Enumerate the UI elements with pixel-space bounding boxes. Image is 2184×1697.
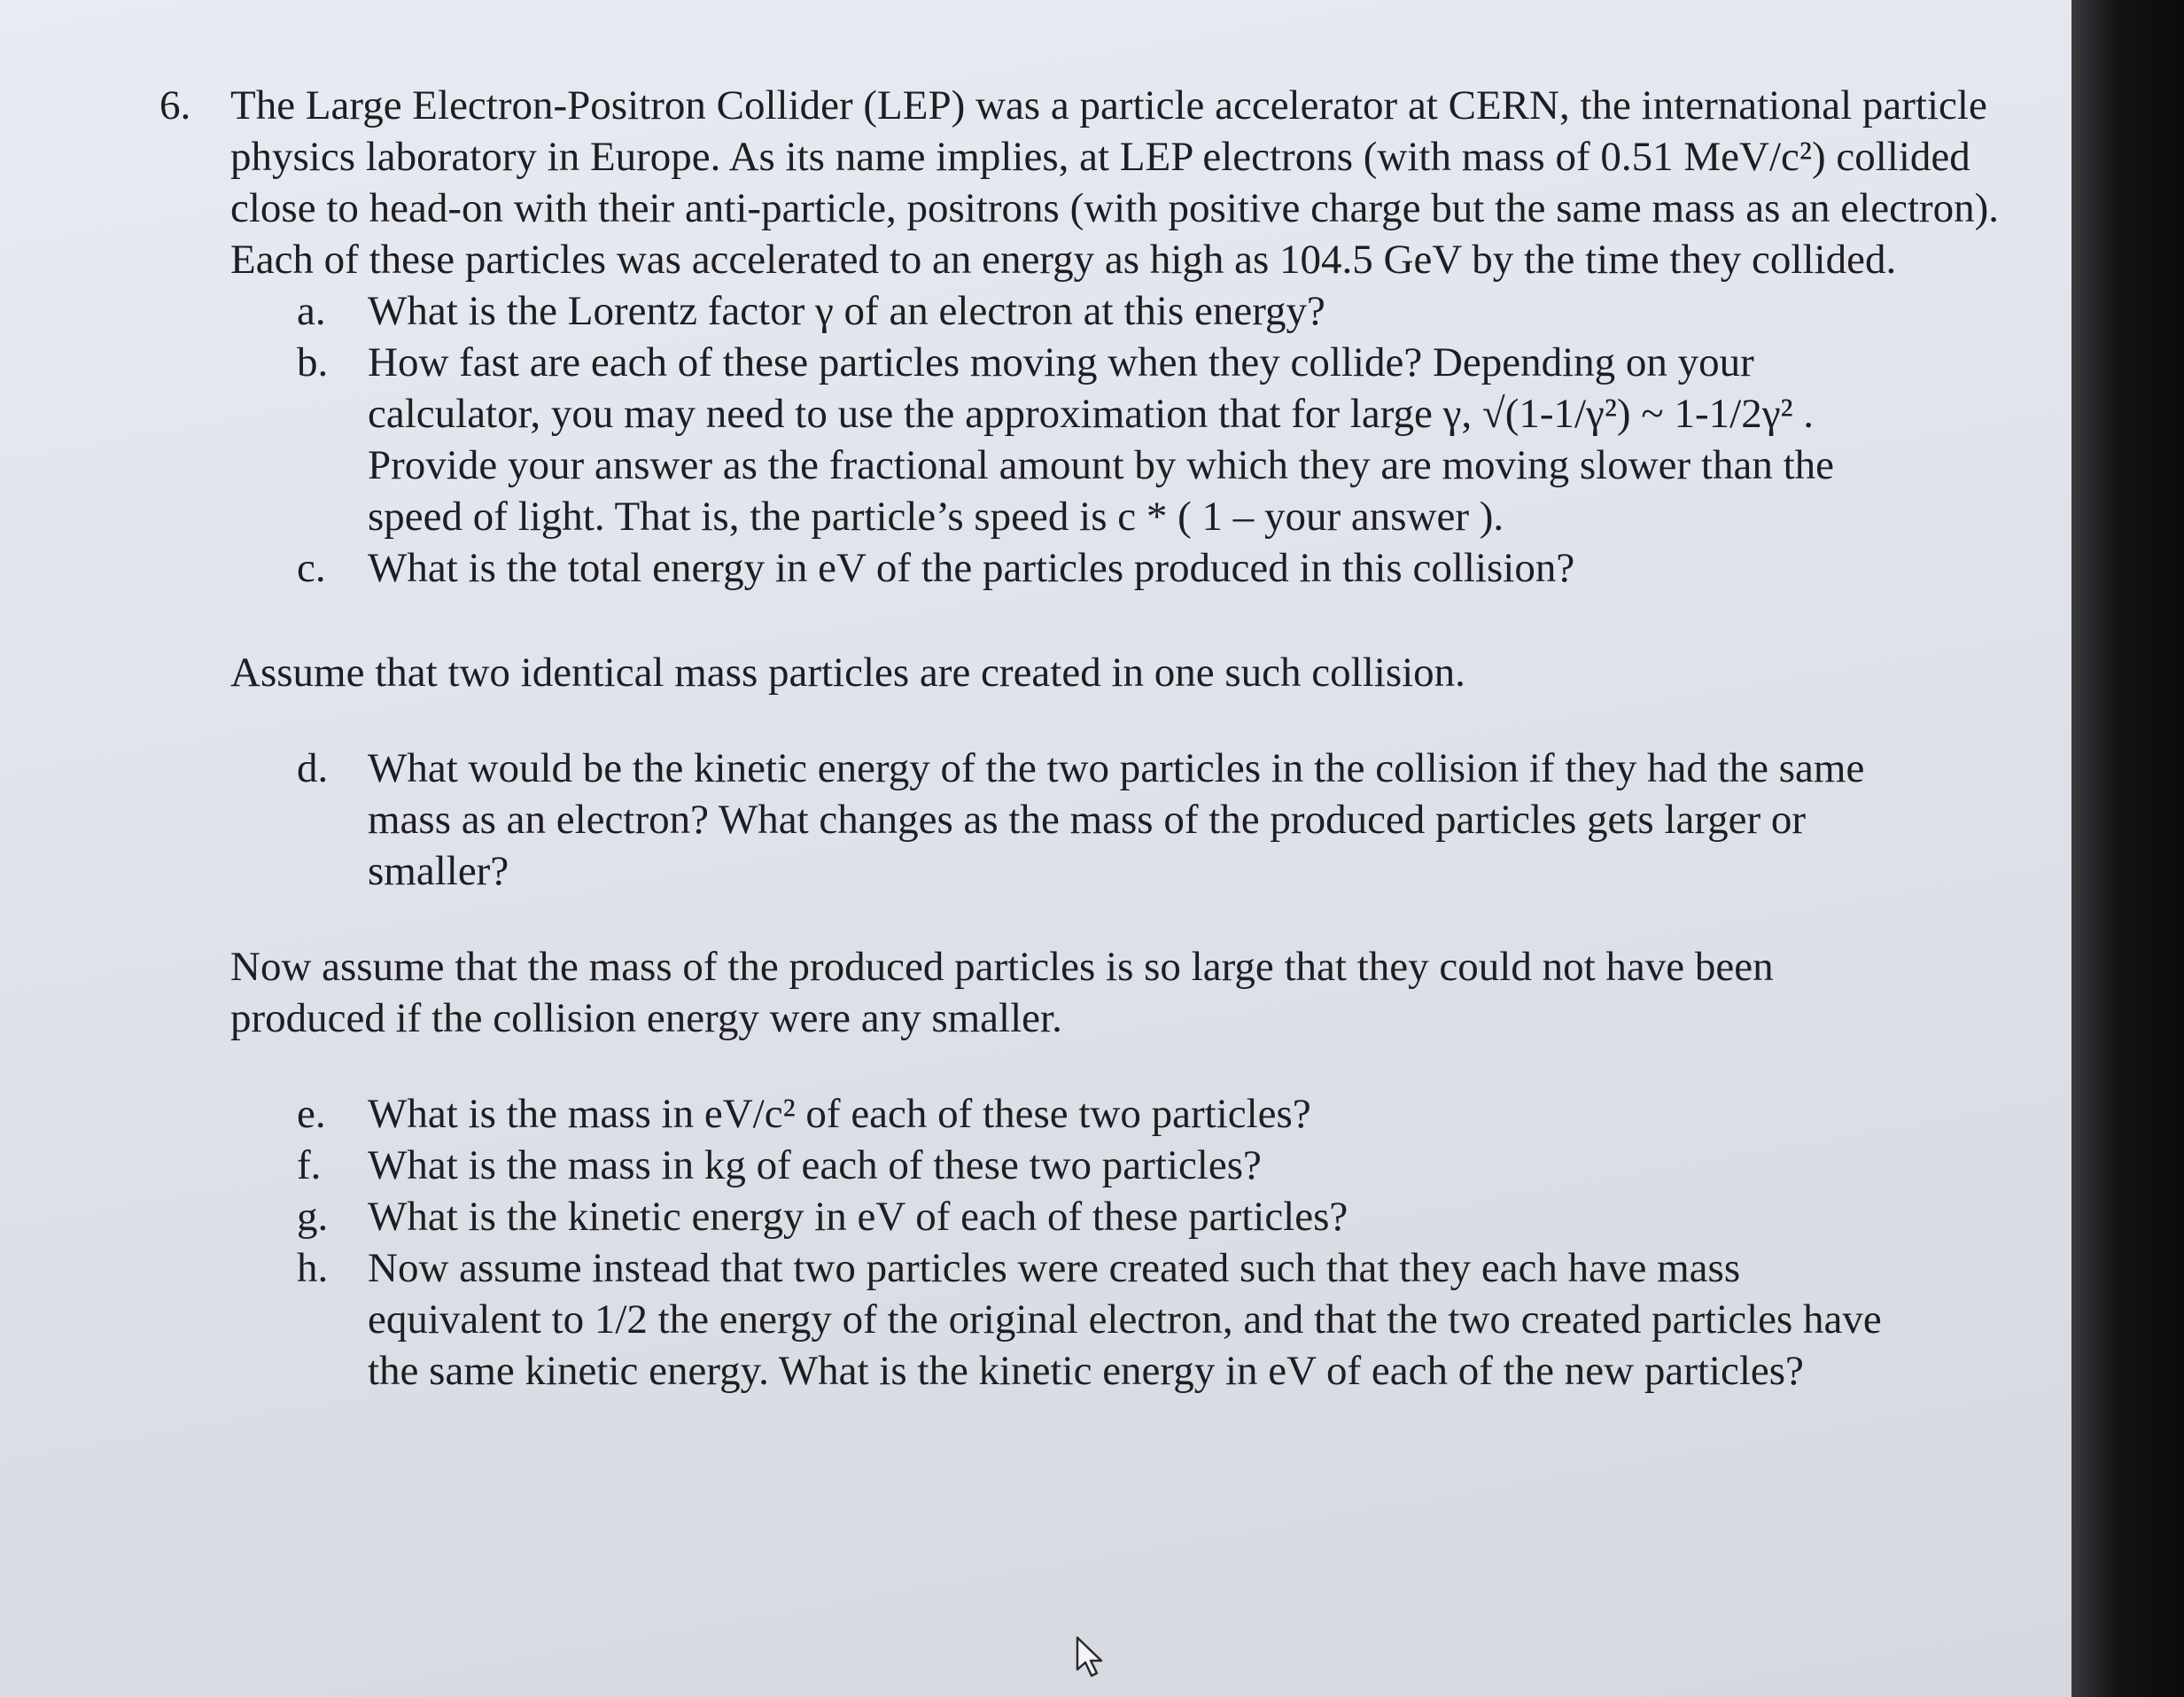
- part-text: How fast are each of these particles moving when they collide? Depending on your calculator, you may need to use the approximation that for large γ, √(1-1/γ²) ~ 1-1/2γ² . Provide your answer as the fractional amount by which they are moving slower than the speed of light. That is, the particle’s speed is c * ( 1 – your answer ).: [368, 339, 1834, 540]
- question-number: 6.: [159, 82, 191, 128]
- assumption-1: Assume that two identical mass particles are created in one such collision.: [230, 650, 1465, 696]
- assumption-2: Now assume that the mass of the produced particles is so large that they could not have been produced if the collision energy were any smaller.: [230, 944, 1774, 1041]
- part-g: [151, 1191, 2011, 1242]
- part-label: b.: [297, 339, 329, 385]
- part-list-2: [151, 743, 2011, 897]
- part-text: What is the mass in eV/c² of each of these two particles?: [368, 1091, 1311, 1137]
- question-intro: The Large Electron-Positron Collider (LEP) was a particle accelerator at CERN, the international particle physics laboratory in Europe. As its name implies, at LEP electrons (with mass of 0.51 MeV/c²) collided close to head-on with their anti-particle, positrons (with positive charge but the same mass as an electron). Each of these particles was accelerated to an energy as high as 104.5 GeV by the time they collided.: [230, 82, 2000, 283]
- mouse-pointer-icon: [1074, 1636, 1109, 1678]
- part-text: What is the total energy in eV of the particles produced in this collision?: [368, 545, 1575, 591]
- part-a: [151, 285, 2011, 337]
- part-c: [151, 542, 2011, 594]
- monitor-bezel: [2071, 0, 2184, 1697]
- part-label: a.: [297, 288, 326, 334]
- part-text: Now assume instead that two particles were created such that they each have mass equivalent to 1/2 the energy of the original electron, and that the two created particles have the same kinetic energy. What is the kinetic energy in eV of each of the new particles?: [368, 1245, 1882, 1394]
- part-text: What would be the kinetic energy of the two particles in the collision if they had the same mass as an electron? What changes as the mass of the produced particles gets larger or smaller?: [368, 745, 1865, 894]
- part-label: h.: [297, 1245, 329, 1291]
- part-label: g.: [297, 1194, 329, 1240]
- part-text: What is the mass in kg of each of these two particles?: [368, 1142, 1262, 1188]
- part-label: e.: [297, 1091, 326, 1137]
- part-text: What is the kinetic energy in eV of each of these particles?: [368, 1194, 1348, 1240]
- part-label: d.: [297, 745, 329, 791]
- part-label: f.: [297, 1142, 322, 1188]
- part-list-3: [151, 1088, 2011, 1397]
- part-e: [151, 1088, 2011, 1140]
- part-label: c.: [297, 545, 326, 591]
- question-6: [151, 80, 2011, 285]
- part-f: [151, 1140, 2011, 1191]
- part-d: [151, 743, 2011, 897]
- part-h: [151, 1242, 2011, 1397]
- part-b: [151, 337, 2011, 542]
- problem-document: [151, 80, 2011, 1397]
- part-list-1: [151, 285, 2011, 594]
- part-text: What is the Lorentz factor γ of an electron at this energy?: [368, 288, 1325, 334]
